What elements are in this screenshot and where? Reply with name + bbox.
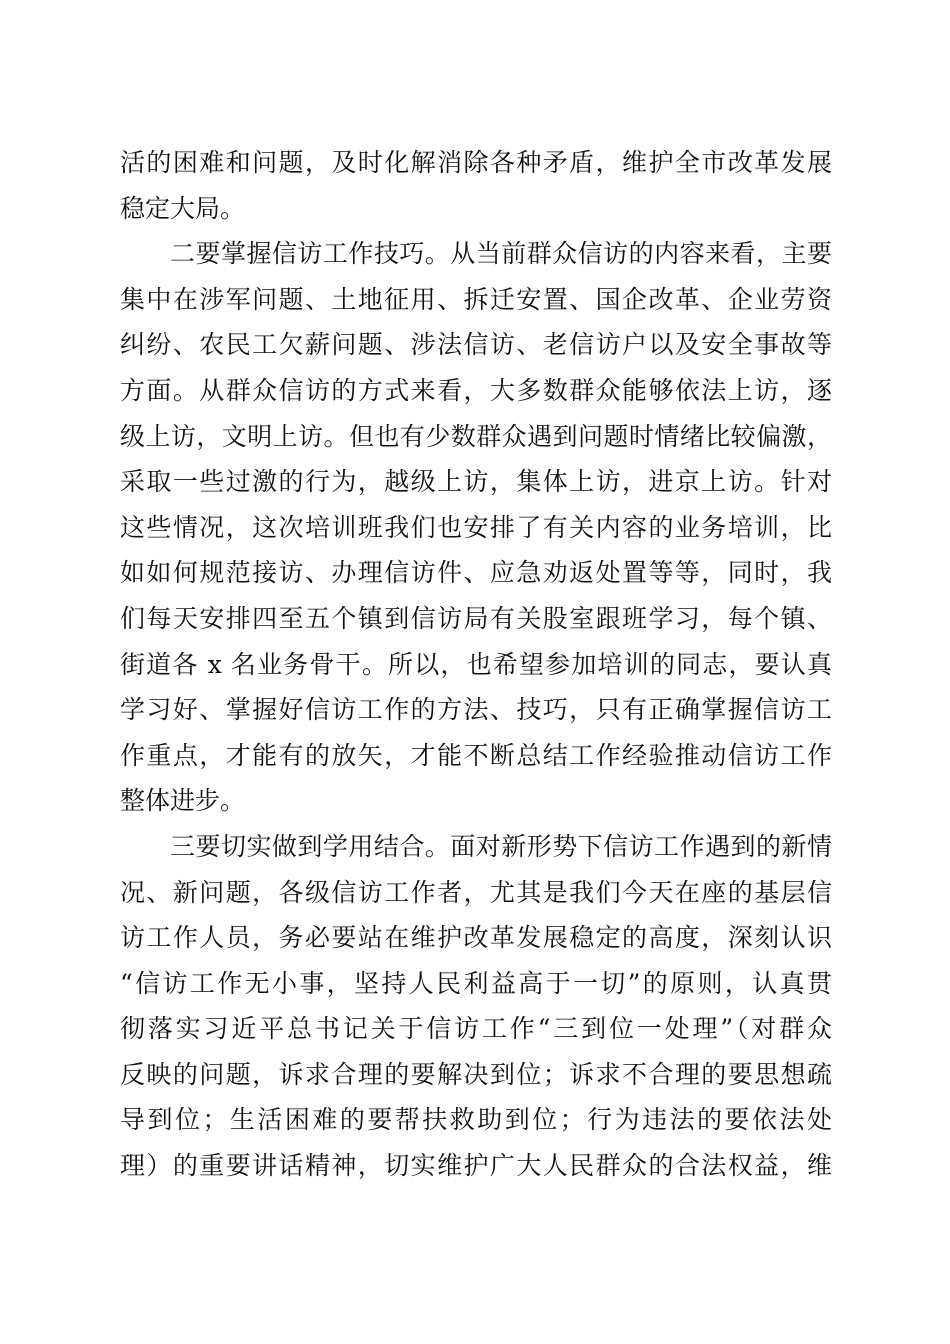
text-line: 学习好、掌握好信访工作的方法、技巧，只有正确掌握信访工 bbox=[120, 695, 832, 725]
text-line: 方面。从群众信访的方式来看，大多数群众能够依法上访，逐 bbox=[120, 375, 832, 405]
text-line: 况、新问题，各级信访工作者，尤其是我们今天在座的基层信 bbox=[120, 877, 832, 907]
text-line: 彻落实习近平总书记关于信访工作“三到位一处理”（对群众 bbox=[120, 1014, 832, 1044]
text-line: 活的困难和问题，及时化解消除各种矛盾，维护全市改革发展 bbox=[120, 148, 832, 177]
text-line: 这些情况，这次培训班我们也安排了有关内容的业务培训，比 bbox=[120, 512, 832, 542]
text-line: 纠纷、农民工欠薪问题、涉法信访、老信访户以及安全事故等 bbox=[120, 330, 832, 360]
text-line: 采取一些过激的行为，越级上访，集体上访，进京上访。针对 bbox=[120, 467, 832, 497]
text-line: 反映的问题，诉求合理的要解决到位；诉求不合理的要思想疏 bbox=[120, 1059, 832, 1089]
text-line: 整体进步。 bbox=[120, 786, 246, 816]
paragraph-3 bbox=[120, 824, 832, 1189]
text-line: 导到位；生活困难的要帮扶救助到位；行为违法的要依法处 bbox=[120, 1105, 832, 1135]
text-line: 集中在涉军问题、土地征用、拆迁安置、国企改革、企业劳资 bbox=[120, 284, 832, 314]
document-body bbox=[120, 140, 832, 1189]
text-line: 访工作人员，务必要站在维护改革发展稳定的高度，深刻认识 bbox=[120, 923, 832, 953]
text-line: 们每天安排四至五个镇到信访局有关股室跟班学习，每个镇、 bbox=[120, 603, 832, 633]
text-line: 如如何规范接访、办理信访件、应急劝返处置等等，同时，我 bbox=[120, 558, 832, 588]
text-line: 街道各 x 名业务骨干。所以，也希望参加培训的同志，要认真 bbox=[120, 649, 832, 679]
text-line: 级上访，文明上访。但也有少数群众遇到问题时情绪比较偏激， bbox=[120, 421, 832, 451]
text-line: 二要掌握信访工作技巧。从当前群众信访的内容来看，主要 bbox=[170, 239, 832, 269]
text-line: 作重点，才能有的放矢，才能不断总结工作经验推动信访工作 bbox=[120, 740, 832, 770]
text-line: 理）的重要讲话精神，切实维护广大人民群众的合法权益，维 bbox=[120, 1151, 832, 1181]
text-line: “信访工作无小事，坚持人民利益高于一切”的原则，认真贯 bbox=[120, 968, 832, 998]
text-line: 三要切实做到学用结合。面对新形势下信访工作遇到的新情 bbox=[170, 831, 832, 861]
text-line: 稳定大局。 bbox=[120, 193, 246, 223]
paragraph-2 bbox=[120, 231, 832, 824]
paragraph-1 bbox=[120, 140, 832, 231]
